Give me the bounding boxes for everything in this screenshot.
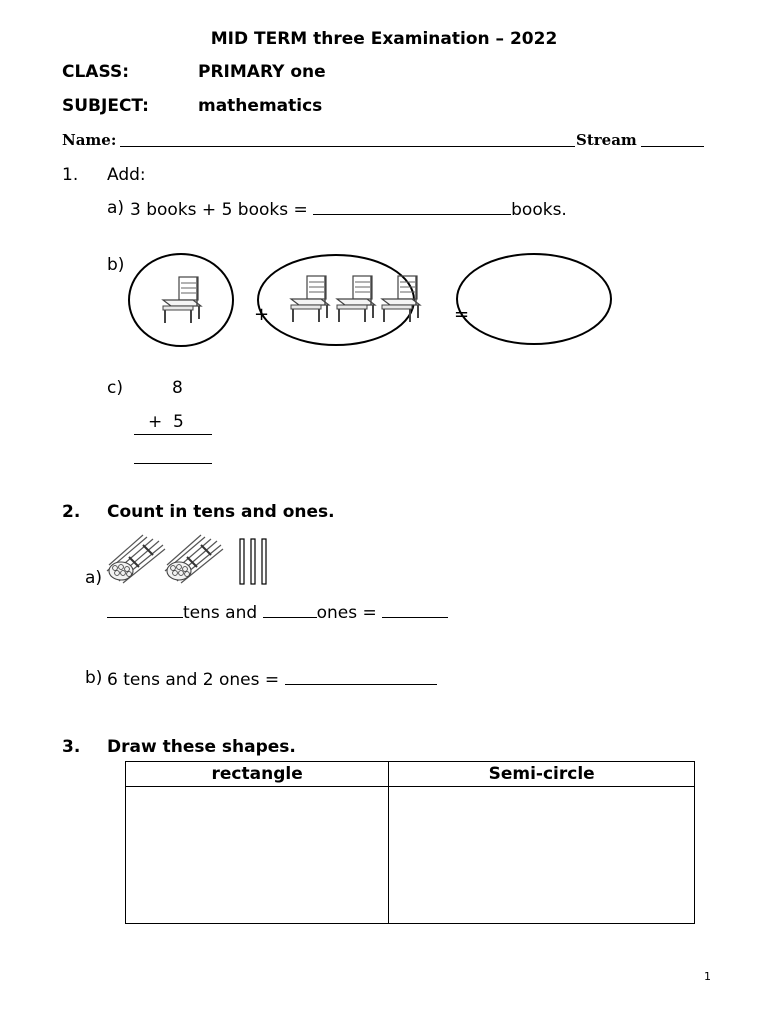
shapes-table <box>125 761 695 924</box>
single-stick-icon <box>262 539 266 584</box>
class-label: CLASS: <box>62 62 129 82</box>
subject-value: mathematics <box>198 96 323 116</box>
page-number: 1 <box>704 970 711 983</box>
stream-label: Stream <box>576 131 637 149</box>
q2-number: 2. <box>62 502 81 522</box>
q2a-row <box>107 601 448 623</box>
q2b-label: b) <box>85 668 103 688</box>
q1-title: Add: <box>107 165 146 185</box>
q2b-text: 6 tens and 2 ones = <box>107 670 280 690</box>
semicircle-header: Semi-circle <box>389 762 695 787</box>
q3-title: Draw these shapes. <box>107 737 296 757</box>
q1a-unit: books. <box>511 200 567 220</box>
q1c-label: c) <box>107 378 123 398</box>
shapes-drawing-row <box>126 787 695 924</box>
ones-answer-line[interactable] <box>263 601 317 618</box>
tens-answer-line[interactable] <box>107 601 183 618</box>
q1c-addend: + 5 <box>148 412 184 432</box>
q2a-tens-text: tens and <box>183 603 258 623</box>
rectangle-header: rectangle <box>126 762 389 787</box>
q1b-label: b) <box>107 255 125 275</box>
q2b-answer-line[interactable] <box>285 668 437 685</box>
total-answer-line[interactable] <box>382 601 448 618</box>
q1a-label: a) <box>107 198 125 218</box>
q3-number: 3. <box>62 737 81 757</box>
q2a-ones-text: ones = <box>316 603 377 623</box>
class-value: PRIMARY one <box>198 62 326 82</box>
subject-label: SUBJECT: <box>62 96 149 116</box>
exam-title: MID TERM three Examination – 2022 <box>210 29 558 49</box>
single-stick-icon <box>240 539 244 584</box>
single-stick-icon <box>251 539 255 584</box>
q2-title: Count in tens and ones. <box>107 502 335 522</box>
rectangle-drawing-cell[interactable] <box>126 787 389 924</box>
q2a-label: a) <box>85 568 103 588</box>
semicircle-drawing-cell[interactable] <box>389 787 695 924</box>
q1b-equals: = <box>454 304 470 325</box>
q1b-plus: + <box>254 304 270 325</box>
bundle-of-ten-icon <box>165 535 223 583</box>
name-label: Name: <box>62 131 117 149</box>
bundle-of-ten-icon <box>107 535 165 583</box>
shapes-header-row <box>126 762 695 787</box>
q1-number: 1. <box>62 165 79 185</box>
q1c-top-number: 8 <box>172 378 183 398</box>
q2b-row <box>107 668 437 690</box>
q1a-text: 3 books + 5 books = <box>130 200 308 220</box>
